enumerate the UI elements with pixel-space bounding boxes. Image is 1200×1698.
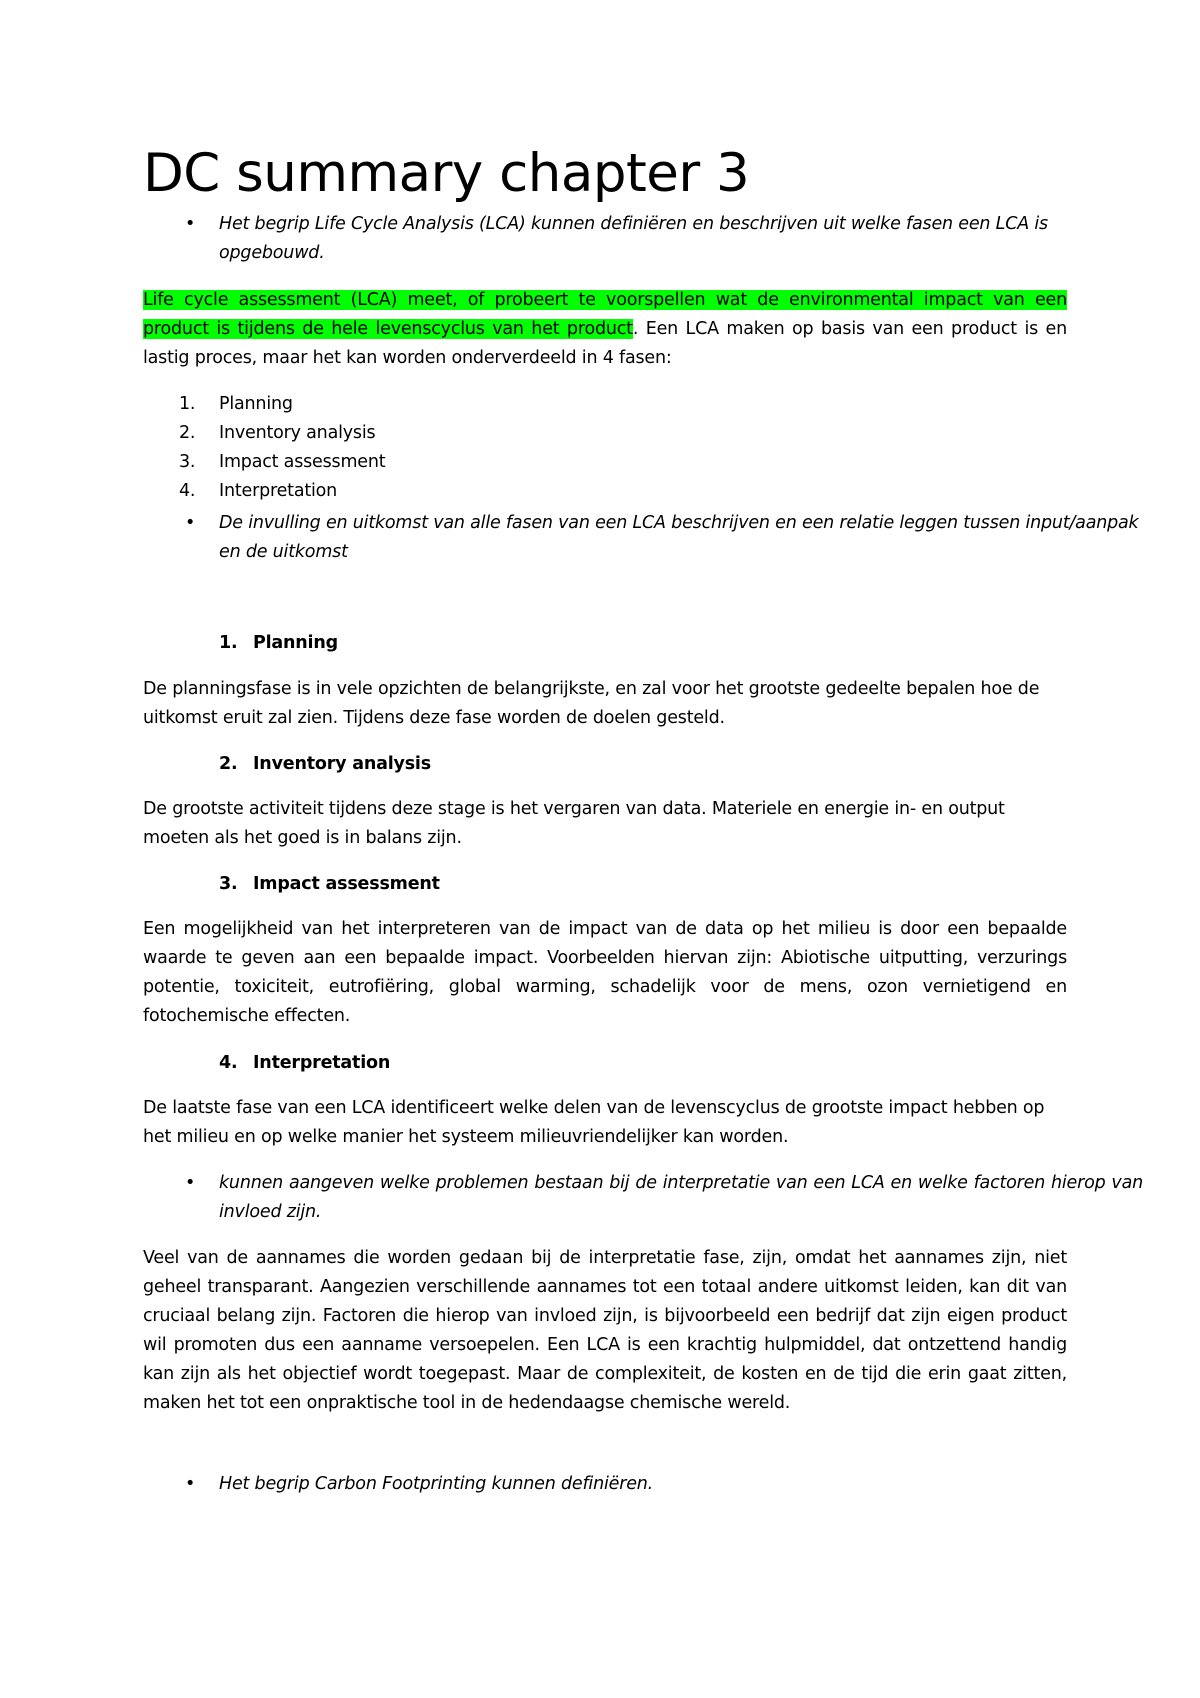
closing-paragraph: Veel van de aannames die worden gedaan bij de interpretatie fase, zijn, omdat het aannames zijn, niet geheel transparant. Aangezien verschillende aannames tot een totaal andere uitkomst leiden, kan dit van cruciaal belang zijn. Factoren die hierop van invloed zijn, is bijvoorbeeld een bedrijf dat zijn eigen product wil promoten dus een aanname versoepelen. Een LCA is een krachtig hulpmiddel, dat ontzettend handig kan zijn als het objectief wordt toegepast. Maar de complexiteit, de kosten en de tijd die erin gaat zitten, maken het tot een onpraktische tool in de hedendaagse chemische wereld. (143, 1248, 1067, 1413)
document-title: DC summary chapter 3 (143, 143, 750, 204)
list-number: 4. (179, 481, 196, 501)
learning-goal-2 (143, 509, 1143, 567)
section-title: Inventory analysis (253, 754, 431, 774)
section-number: 3. (219, 874, 238, 894)
section-heading-impact (143, 870, 1177, 899)
section-text-planning: De planningsfase is in vele opzichten de belangrijkste, en zal voor het grootste gedeelte bepalen hoe de uitkomst eruit zal zien. Tijdens deze fase worden de doelen gesteld. (143, 679, 1040, 728)
learning-goal-4 (143, 1470, 1143, 1499)
bullet-icon: • (185, 513, 196, 533)
phase-list (143, 390, 1067, 506)
learning-goal-4-text: Het begrip Carbon Footprinting kunnen definiëren. (219, 1474, 654, 1494)
section-number: 4. (219, 1053, 238, 1073)
highlighted-definition: Life cycle assessment (LCA) meet, of probeert te voorspellen wat de environmental impact van een product is tijdens de hele levenscyclus van het product (143, 290, 1067, 339)
list-item (143, 448, 1067, 477)
list-number: 1. (179, 394, 196, 414)
section-text-inventory: De grootste activiteit tijdens deze stage is het vergaren van data. Materiele en energie in- en output moeten als het goed is in balans zijn. (143, 799, 1005, 848)
list-item-label: Interpretation (219, 481, 338, 501)
list-item (143, 419, 1067, 448)
learning-goal-2-text: De invulling en uitkomst van alle fasen van een LCA beschrijven en een relatie leggen tussen input/aanpak en de uitkomst (219, 513, 1139, 562)
section-title: Interpretation (253, 1053, 391, 1073)
learning-goal-3-text: kunnen aangeven welke problemen bestaan bij de interpretatie van een LCA en welke factoren hierop van invloed zijn. (219, 1173, 1143, 1222)
section-number: 1. (219, 633, 238, 653)
list-item (143, 390, 1067, 419)
section-heading-inventory (143, 750, 1177, 779)
section-number: 2. (219, 754, 238, 774)
learning-goal-1-text: Het begrip Life Cycle Analysis (LCA) kunnen definiëren en beschrijven uit welke fasen een LCA is opgebouwd. (219, 214, 1048, 263)
learning-goal-1 (143, 210, 1143, 268)
list-item-label: Inventory analysis (219, 423, 376, 443)
list-number: 2. (179, 423, 196, 443)
list-number: 3. (179, 452, 196, 472)
bullet-icon: • (185, 214, 196, 234)
list-item-label: Impact assessment (219, 452, 386, 472)
section-heading-interpretation (143, 1049, 1177, 1078)
intro-paragraph (143, 286, 1067, 373)
section-text-impact: Een mogelijkheid van het interpreteren van de impact van de data op het milieu is door een bepaalde waarde te geven aan een bepaalde impact. Voorbeelden hiervan zijn: Abiotische uitputting, verzurings potentie, toxiciteit, eutrofiëring, global warming, schadelijk voor de mens, ozon vernietigend en fotochemische effecten. (143, 919, 1067, 1026)
section-heading-planning (143, 629, 1177, 658)
learning-goal-3 (143, 1169, 1143, 1227)
bullet-icon: • (185, 1474, 196, 1494)
section-title: Impact assessment (253, 874, 440, 894)
list-item-label: Planning (219, 394, 293, 414)
section-title: Planning (253, 633, 338, 653)
section-text-interpretation: De laatste fase van een LCA identificeert welke delen van de levenscyclus de grootste impact hebben op het milieu en op welke manier het systeem milieuvriendelijker kan worden. (143, 1098, 1045, 1147)
bullet-icon: • (185, 1173, 196, 1193)
intro-rest: . Een LCA maken op basis van een product is en lastig proces, maar het kan worden onderverdeeld in 4 fasen: (143, 319, 1067, 368)
list-item (143, 477, 1067, 506)
